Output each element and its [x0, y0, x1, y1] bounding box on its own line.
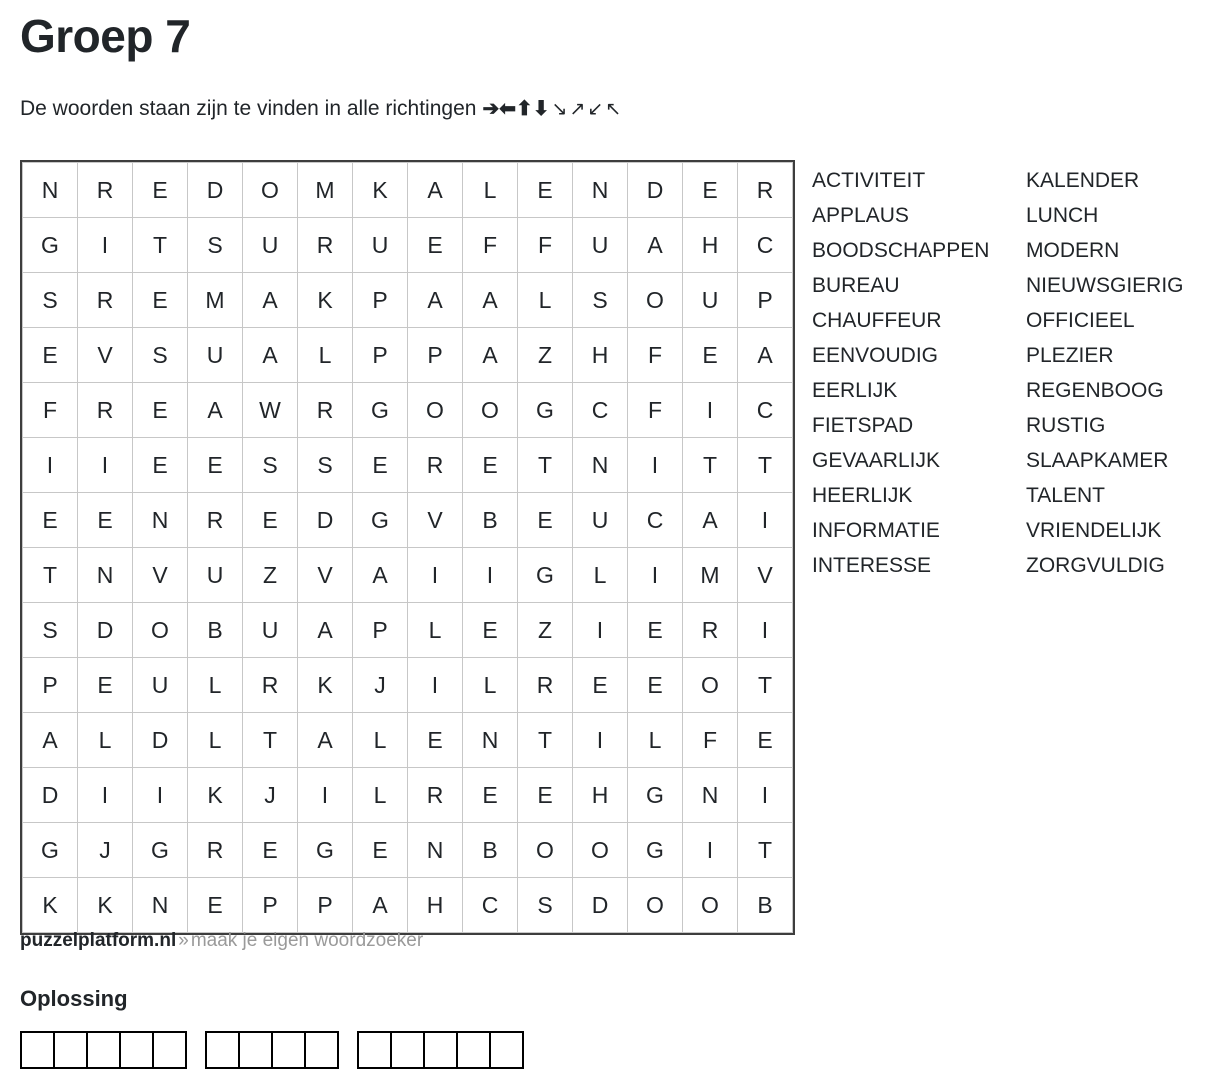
grid-cell[interactable]: E — [133, 163, 188, 218]
grid-row — [23, 438, 793, 493]
solution-cell[interactable] — [86, 1031, 121, 1069]
grid-cell[interactable]: E — [133, 438, 188, 493]
grid-cell[interactable]: A — [353, 548, 408, 603]
word-list-item[interactable]: PLEZIER — [1026, 344, 1114, 367]
grid-cell[interactable]: E — [463, 768, 518, 823]
footer-credit — [20, 930, 423, 952]
grid-cell[interactable]: I — [463, 548, 518, 603]
grid-cell[interactable]: M — [188, 273, 243, 328]
word-list-item[interactable]: OFFICIEEL — [1026, 309, 1135, 332]
grid-cell[interactable]: G — [353, 383, 408, 438]
grid-cell[interactable]: I — [408, 548, 463, 603]
word-list-item[interactable]: REGENBOOG — [1026, 379, 1164, 402]
word-list-item[interactable]: EERLIJK — [812, 379, 898, 402]
direction-arrows — [482, 97, 621, 120]
grid-cell[interactable]: D — [573, 878, 628, 933]
grid-cell[interactable]: F — [628, 383, 683, 438]
grid-cell[interactable]: E — [463, 603, 518, 658]
word-list-item[interactable]: INFORMATIE — [812, 519, 940, 542]
grid-cell[interactable]: E — [518, 493, 573, 548]
grid-cell[interactable]: N — [408, 823, 463, 878]
solution-heading: Oplossing — [20, 986, 128, 1011]
grid-cell[interactable]: O — [133, 603, 188, 658]
solution-cell[interactable] — [489, 1031, 524, 1069]
grid-cell[interactable]: G — [353, 493, 408, 548]
grid-cell[interactable]: K — [78, 878, 133, 933]
grid-cell[interactable]: C — [463, 878, 518, 933]
word-list-item[interactable]: NIEUWSGIERIG — [1026, 274, 1184, 297]
grid-cell[interactable]: E — [683, 328, 738, 383]
grid-cell[interactable]: T — [518, 438, 573, 493]
grid-cell[interactable]: A — [243, 328, 298, 383]
grid-cell[interactable]: U — [683, 273, 738, 328]
grid-cell[interactable]: E — [23, 328, 78, 383]
grid-cell[interactable]: E — [78, 658, 133, 713]
grid-cell[interactable]: I — [573, 713, 628, 768]
grid-cell[interactable]: S — [243, 438, 298, 493]
grid-cell[interactable]: K — [353, 163, 408, 218]
grid-cell[interactable]: P — [23, 658, 78, 713]
solution-cell[interactable] — [390, 1031, 425, 1069]
grid-cell[interactable]: O — [463, 383, 518, 438]
grid-row — [23, 218, 793, 273]
grid-cell[interactable]: E — [188, 438, 243, 493]
solution-cell[interactable] — [119, 1031, 154, 1069]
grid-cell[interactable]: L — [298, 328, 353, 383]
separator-glyph: » — [178, 930, 189, 951]
grid-cell[interactable]: N — [463, 713, 518, 768]
word-list-item[interactable]: LUNCH — [1026, 204, 1099, 227]
grid-cell[interactable]: P — [738, 273, 793, 328]
grid-cell[interactable]: V — [408, 493, 463, 548]
arrow-up-left-icon: ↖ — [605, 99, 622, 120]
grid-cell[interactable]: N — [23, 163, 78, 218]
grid-cell[interactable]: K — [298, 273, 353, 328]
grid-cell[interactable]: E — [133, 383, 188, 438]
word-list-item[interactable]: ACTIVITEIT — [812, 169, 926, 192]
arrow-down-icon: ⬇ — [532, 98, 550, 120]
grid-cell[interactable]: I — [408, 658, 463, 713]
grid-cell[interactable]: F — [628, 328, 683, 383]
solution-group — [20, 1031, 185, 1069]
word-list-column-2 — [1026, 163, 1215, 583]
solution-cell[interactable] — [423, 1031, 458, 1069]
arrow-right-icon: ➔ — [482, 98, 500, 120]
grid-cell[interactable]: R — [78, 163, 133, 218]
grid-cell[interactable]: B — [463, 823, 518, 878]
arrow-up-right-icon: ↗ — [569, 99, 586, 120]
grid-cell[interactable]: U — [188, 328, 243, 383]
grid-cell[interactable]: S — [518, 878, 573, 933]
grid-cell[interactable]: L — [573, 548, 628, 603]
grid-cell[interactable]: O — [683, 658, 738, 713]
instructions-label: De woorden staan zijn te vinden in alle richtingen — [20, 97, 477, 120]
grid-cell[interactable]: A — [353, 878, 408, 933]
solution-group — [357, 1031, 522, 1069]
grid-cell[interactable]: R — [298, 383, 353, 438]
page-title: Groep 7 — [20, 10, 191, 62]
grid-cell[interactable]: F — [518, 218, 573, 273]
grid-cell[interactable]: Z — [243, 548, 298, 603]
grid-cell[interactable]: O — [628, 878, 683, 933]
grid-cell[interactable]: J — [243, 768, 298, 823]
grid-cell[interactable]: O — [408, 383, 463, 438]
grid-cell[interactable]: R — [78, 383, 133, 438]
grid-cell[interactable]: T — [518, 713, 573, 768]
grid-cell[interactable]: O — [243, 163, 298, 218]
word-list-item[interactable]: APPLAUS — [812, 204, 909, 227]
grid-cell[interactable]: N — [133, 493, 188, 548]
grid-cell[interactable]: E — [23, 493, 78, 548]
grid-cell[interactable]: T — [133, 218, 188, 273]
solution-cell[interactable] — [271, 1031, 306, 1069]
grid-cell[interactable]: G — [23, 823, 78, 878]
grid-cell[interactable]: A — [243, 273, 298, 328]
grid-cell[interactable]: M — [298, 163, 353, 218]
grid-cell[interactable]: I — [573, 603, 628, 658]
grid-cell[interactable]: H — [408, 878, 463, 933]
grid-cell[interactable]: H — [573, 768, 628, 823]
grid-row — [23, 163, 793, 218]
grid-cell[interactable]: I — [298, 768, 353, 823]
solution-cell[interactable] — [304, 1031, 339, 1069]
grid-cell[interactable]: G — [133, 823, 188, 878]
grid-row — [23, 658, 793, 713]
grid-cell[interactable]: S — [188, 218, 243, 273]
grid-cell[interactable]: I — [738, 768, 793, 823]
grid-row — [23, 603, 793, 658]
grid-cell[interactable]: L — [518, 273, 573, 328]
word-list-item[interactable]: SLAAPKAMER — [1026, 449, 1169, 472]
grid-cell[interactable]: B — [188, 603, 243, 658]
grid-cell[interactable]: I — [78, 218, 133, 273]
word-list-item[interactable]: FIETSPAD — [812, 414, 914, 437]
grid-cell[interactable]: D — [133, 713, 188, 768]
grid-cell[interactable]: S — [23, 603, 78, 658]
grid-cell[interactable]: R — [408, 438, 463, 493]
grid-cell[interactable]: C — [628, 493, 683, 548]
grid-cell[interactable]: T — [243, 713, 298, 768]
grid-cell[interactable]: H — [683, 218, 738, 273]
grid-cell[interactable]: R — [243, 658, 298, 713]
grid-cell[interactable]: V — [738, 548, 793, 603]
grid-cell[interactable]: R — [298, 218, 353, 273]
grid-cell[interactable]: A — [298, 603, 353, 658]
grid-cell[interactable]: O — [628, 273, 683, 328]
grid-cell[interactable]: V — [298, 548, 353, 603]
grid-cell[interactable]: A — [188, 383, 243, 438]
grid-cell[interactable]: I — [78, 438, 133, 493]
word-list-item[interactable]: BUREAU — [812, 274, 900, 297]
grid-cell[interactable]: B — [738, 878, 793, 933]
word-list-item[interactable]: VRIENDELIJK — [1026, 519, 1162, 542]
grid-cell[interactable]: N — [78, 548, 133, 603]
make-your-own-link[interactable]: maak je eigen woordzoeker — [190, 930, 424, 951]
grid-cell[interactable]: Z — [518, 328, 573, 383]
word-list-item[interactable]: EENVOUDIG — [812, 344, 939, 367]
solution-answer-boxes[interactable] — [20, 1031, 542, 1069]
grid-cell[interactable]: U — [243, 218, 298, 273]
grid-cell[interactable]: T — [738, 823, 793, 878]
grid-row — [23, 273, 793, 328]
grid-cell[interactable]: L — [353, 713, 408, 768]
grid-cell[interactable]: L — [188, 713, 243, 768]
grid-cell[interactable]: J — [78, 823, 133, 878]
grid-cell[interactable]: P — [353, 273, 408, 328]
grid-cell[interactable]: E — [628, 658, 683, 713]
grid-cell[interactable]: U — [133, 658, 188, 713]
grid-row — [23, 548, 793, 603]
arrow-down-left-icon: ↙ — [587, 99, 604, 120]
word-list-item[interactable]: HEERLIJK — [812, 484, 913, 507]
grid-cell[interactable]: I — [78, 768, 133, 823]
grid-cell[interactable]: O — [683, 878, 738, 933]
grid-cell[interactable]: G — [298, 823, 353, 878]
grid-cell[interactable]: T — [23, 548, 78, 603]
instructions-text — [20, 96, 621, 122]
solution-cell[interactable] — [238, 1031, 273, 1069]
word-list-item[interactable]: ZORGVULDIG — [1026, 554, 1165, 577]
solution-group — [205, 1031, 337, 1069]
puzzle-grid[interactable] — [22, 162, 793, 933]
grid-cell[interactable]: E — [243, 493, 298, 548]
grid-row — [23, 383, 793, 438]
grid-cell[interactable]: D — [298, 493, 353, 548]
grid-cell[interactable]: O — [573, 823, 628, 878]
grid-cell[interactable]: M — [683, 548, 738, 603]
grid-cell[interactable]: G — [518, 383, 573, 438]
grid-cell[interactable]: S — [133, 328, 188, 383]
grid-cell[interactable]: K — [23, 878, 78, 933]
grid-cell[interactable]: F — [463, 218, 518, 273]
word-list-item[interactable]: BOODSCHAPPEN — [812, 239, 990, 262]
grid-cell[interactable]: E — [573, 658, 628, 713]
puzzle-grid-body — [23, 163, 793, 933]
grid-cell[interactable]: L — [188, 658, 243, 713]
grid-cell[interactable]: E — [518, 163, 573, 218]
grid-cell[interactable]: E — [683, 163, 738, 218]
grid-cell[interactable]: E — [353, 823, 408, 878]
solution-cell[interactable] — [357, 1031, 392, 1069]
grid-cell[interactable]: R — [683, 603, 738, 658]
grid-cell[interactable]: L — [353, 768, 408, 823]
grid-cell[interactable]: C — [738, 383, 793, 438]
word-list-item[interactable]: GEVAARLIJK — [812, 449, 940, 472]
grid-cell[interactable]: U — [243, 603, 298, 658]
grid-cell[interactable]: R — [518, 658, 573, 713]
word-list-item[interactable]: RUSTIG — [1026, 414, 1106, 437]
arrow-up-icon: ⬆ — [515, 98, 533, 120]
grid-cell[interactable]: N — [573, 438, 628, 493]
grid-cell[interactable]: A — [408, 273, 463, 328]
grid-cell[interactable]: G — [518, 548, 573, 603]
grid-row — [23, 768, 793, 823]
grid-cell[interactable]: C — [573, 383, 628, 438]
arrow-down-right-icon: ↘ — [551, 99, 568, 120]
grid-cell[interactable]: A — [683, 493, 738, 548]
grid-cell[interactable]: A — [463, 273, 518, 328]
solution-cell[interactable] — [20, 1031, 55, 1069]
grid-cell[interactable]: Z — [518, 603, 573, 658]
grid-cell[interactable]: E — [243, 823, 298, 878]
grid-cell[interactable]: P — [353, 603, 408, 658]
brand-name: puzzelplatform.nl — [20, 930, 177, 951]
grid-cell[interactable]: K — [298, 658, 353, 713]
grid-cell[interactable]: F — [683, 713, 738, 768]
grid-cell[interactable]: D — [628, 163, 683, 218]
grid-cell[interactable]: U — [188, 548, 243, 603]
grid-cell[interactable]: H — [573, 328, 628, 383]
grid-cell[interactable]: L — [78, 713, 133, 768]
grid-cell[interactable]: V — [133, 548, 188, 603]
grid-cell[interactable]: N — [573, 163, 628, 218]
grid-cell[interactable]: I — [738, 603, 793, 658]
word-list-item[interactable]: TALENT — [1026, 484, 1105, 507]
grid-cell[interactable]: P — [408, 328, 463, 383]
word-list-item[interactable]: INTERESSE — [812, 554, 932, 577]
grid-cell[interactable]: I — [628, 548, 683, 603]
grid-row — [23, 493, 793, 548]
grid-cell[interactable]: E — [408, 713, 463, 768]
grid-cell[interactable]: E — [463, 438, 518, 493]
grid-cell[interactable]: R — [188, 823, 243, 878]
grid-cell[interactable]: I — [23, 438, 78, 493]
grid-cell[interactable]: I — [683, 383, 738, 438]
grid-cell[interactable]: D — [188, 163, 243, 218]
grid-cell[interactable]: R — [408, 768, 463, 823]
arrow-left-icon: ⬅ — [499, 98, 516, 120]
grid-cell[interactable]: E — [408, 218, 463, 273]
word-list-item[interactable]: MODERN — [1026, 239, 1120, 262]
grid-cell[interactable]: V — [78, 328, 133, 383]
grid-cell[interactable]: E — [518, 768, 573, 823]
grid-cell[interactable]: A — [298, 713, 353, 768]
grid-cell[interactable]: T — [738, 658, 793, 713]
grid-cell[interactable]: N — [133, 878, 188, 933]
grid-cell[interactable]: U — [573, 493, 628, 548]
grid-cell[interactable]: L — [408, 603, 463, 658]
grid-cell[interactable]: U — [573, 218, 628, 273]
grid-cell[interactable]: A — [463, 328, 518, 383]
word-list-item[interactable]: CHAUFFEUR — [812, 309, 942, 332]
grid-cell[interactable]: G — [628, 823, 683, 878]
grid-cell[interactable]: S — [23, 273, 78, 328]
grid-cell[interactable]: A — [23, 713, 78, 768]
grid-row — [23, 713, 793, 768]
grid-cell[interactable]: P — [298, 878, 353, 933]
grid-cell[interactable]: A — [408, 163, 463, 218]
grid-cell[interactable]: I — [738, 493, 793, 548]
solution-cell[interactable] — [53, 1031, 88, 1069]
grid-cell[interactable]: D — [23, 768, 78, 823]
grid-cell[interactable]: G — [23, 218, 78, 273]
grid-cell[interactable]: A — [628, 218, 683, 273]
grid-cell[interactable]: P — [353, 328, 408, 383]
grid-cell[interactable]: S — [573, 273, 628, 328]
grid-cell[interactable]: R — [78, 273, 133, 328]
grid-cell[interactable]: R — [188, 493, 243, 548]
solution-cell[interactable] — [205, 1031, 240, 1069]
grid-cell[interactable]: J — [353, 658, 408, 713]
grid-cell[interactable]: F — [23, 383, 78, 438]
word-list-column-1 — [812, 163, 1026, 583]
grid-cell[interactable]: L — [628, 713, 683, 768]
grid-cell[interactable]: R — [738, 163, 793, 218]
grid-cell[interactable]: T — [683, 438, 738, 493]
grid-cell[interactable]: P — [243, 878, 298, 933]
grid-cell[interactable]: E — [133, 273, 188, 328]
grid-cell[interactable]: E — [738, 713, 793, 768]
grid-cell[interactable]: L — [463, 163, 518, 218]
grid-cell[interactable]: I — [683, 823, 738, 878]
grid-cell[interactable]: B — [463, 493, 518, 548]
grid-cell[interactable]: T — [738, 438, 793, 493]
grid-cell[interactable]: O — [518, 823, 573, 878]
puzzle-grid-container[interactable] — [20, 160, 795, 935]
grid-cell[interactable]: G — [628, 768, 683, 823]
grid-cell[interactable]: U — [353, 218, 408, 273]
grid-cell[interactable]: E — [353, 438, 408, 493]
grid-cell[interactable]: C — [738, 218, 793, 273]
grid-cell[interactable]: N — [683, 768, 738, 823]
grid-cell[interactable]: S — [298, 438, 353, 493]
grid-row — [23, 328, 793, 383]
grid-cell[interactable]: L — [463, 658, 518, 713]
word-list-item[interactable]: KALENDER — [1026, 169, 1140, 192]
grid-cell[interactable]: I — [133, 768, 188, 823]
grid-cell[interactable]: E — [188, 878, 243, 933]
solution-cell[interactable] — [456, 1031, 491, 1069]
grid-cell[interactable]: D — [78, 603, 133, 658]
grid-row — [23, 823, 793, 878]
grid-cell[interactable]: E — [78, 493, 133, 548]
solution-cell[interactable] — [152, 1031, 187, 1069]
grid-cell[interactable]: W — [243, 383, 298, 438]
grid-cell[interactable]: A — [738, 328, 793, 383]
grid-row — [23, 878, 793, 933]
word-list — [812, 163, 1215, 583]
grid-cell[interactable]: E — [628, 603, 683, 658]
grid-cell[interactable]: K — [188, 768, 243, 823]
grid-cell[interactable]: I — [628, 438, 683, 493]
